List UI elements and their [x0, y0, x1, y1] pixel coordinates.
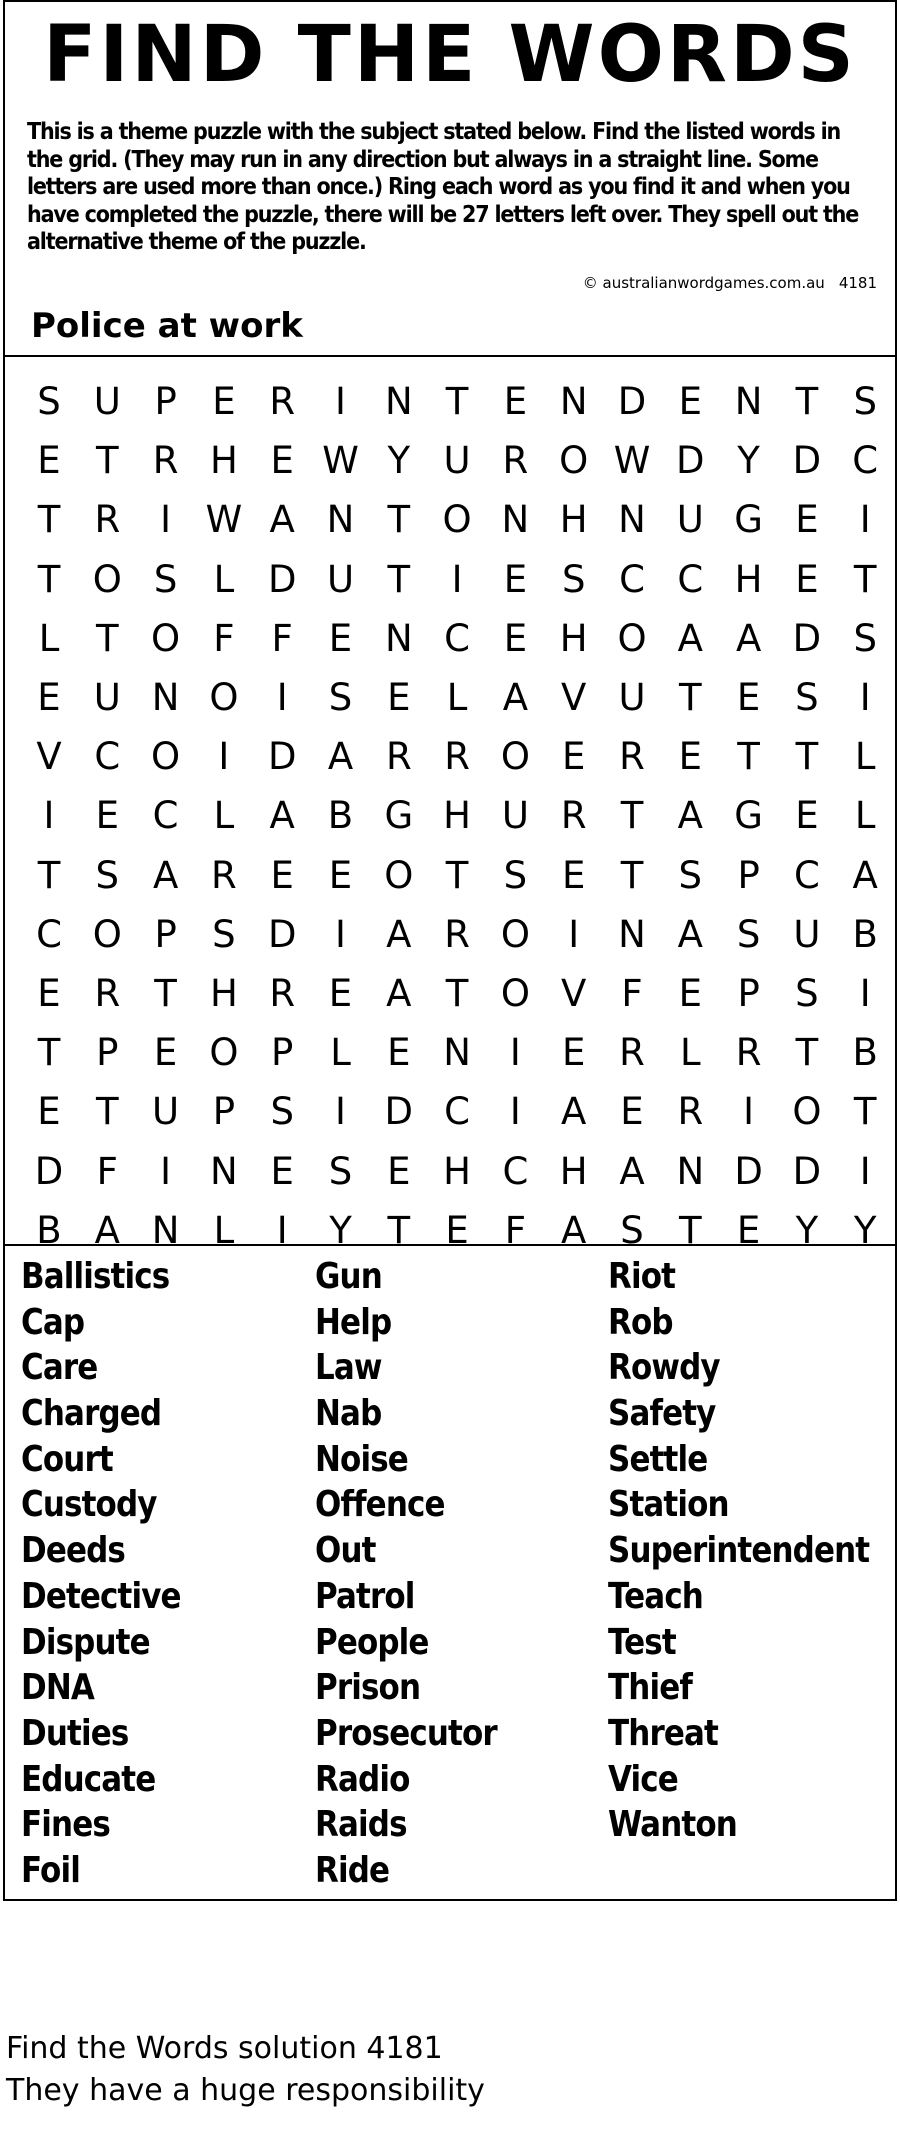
grid-letter[interactable]: R	[444, 912, 470, 956]
grid-letter[interactable]: O	[384, 853, 414, 897]
grid-row	[5, 964, 895, 1023]
grid-letter[interactable]: O	[792, 1090, 822, 1134]
word-list-item: Cap	[21, 1301, 85, 1343]
grid-letter[interactable]: D	[384, 1090, 414, 1134]
grid-letter[interactable]: N	[443, 1031, 471, 1075]
grid-letter[interactable]: T	[445, 380, 469, 423]
grid-letter[interactable]: T	[853, 1090, 877, 1134]
grid-letter[interactable]: S	[95, 853, 120, 897]
grid-letter[interactable]: E	[678, 735, 702, 779]
grid-letter[interactable]: H	[209, 972, 238, 1015]
word-list-item: Out	[315, 1530, 376, 1572]
grid-letter[interactable]: T	[445, 853, 469, 897]
grid-letter[interactable]: F	[504, 1208, 527, 1252]
word-list-item: Raids	[315, 1804, 407, 1846]
grid-letter[interactable]: E	[736, 676, 761, 719]
grid-letter[interactable]: T	[795, 380, 819, 423]
grid-letter[interactable]: E	[328, 616, 353, 660]
grid-letter[interactable]: A	[327, 735, 354, 779]
grid-letter[interactable]: T	[795, 1031, 819, 1075]
grid-letter[interactable]: N	[676, 1149, 705, 1193]
grid-letter[interactable]: E	[37, 676, 61, 719]
word-list	[5, 1246, 895, 1901]
grid-letter[interactable]: R	[211, 853, 237, 897]
grid-letter[interactable]: D	[267, 912, 297, 956]
grid-row	[5, 372, 895, 431]
grid-letter[interactable]: U	[676, 498, 704, 542]
word-column	[608, 1254, 900, 1848]
grid-letter[interactable]: O	[500, 735, 530, 779]
grid-letter[interactable]: E	[503, 616, 528, 660]
grid-letter[interactable]: T	[737, 735, 760, 779]
grid-letter[interactable]: A	[386, 912, 412, 956]
grid-letter[interactable]: V	[561, 972, 587, 1015]
grid-letter[interactable]: P	[737, 972, 760, 1015]
grid-letter[interactable]: E	[445, 1208, 469, 1252]
grid-letter[interactable]: T	[678, 676, 702, 719]
grid-letter[interactable]: E	[95, 794, 119, 838]
grid-letter[interactable]: I	[743, 1090, 755, 1134]
word-list-item: People	[315, 1621, 429, 1663]
grid-letter[interactable]: B	[852, 1031, 878, 1075]
grid-letter[interactable]: E	[387, 1149, 411, 1193]
grid-letter[interactable]: R	[502, 439, 529, 483]
word-list-item: Fines	[21, 1804, 110, 1846]
grid-letter[interactable]: E	[387, 676, 411, 719]
grid-letter[interactable]: R	[619, 1031, 645, 1075]
grid-letter[interactable]: T	[95, 616, 119, 660]
grid-letter[interactable]: S	[736, 912, 761, 956]
grid-letter[interactable]: S	[328, 676, 353, 719]
word-list-item: Vice	[608, 1758, 678, 1800]
word-list-item: Deeds	[21, 1530, 125, 1572]
grid-letter[interactable]: A	[269, 498, 295, 542]
grid-letter[interactable]: A	[561, 1090, 587, 1134]
grid-letter[interactable]: T	[95, 1090, 119, 1134]
grid-letter[interactable]: C	[94, 735, 121, 779]
solution-answer: They have a huge responsibility	[6, 2073, 485, 2108]
word-column	[21, 1254, 207, 1894]
word-list-item: Ride	[315, 1849, 390, 1891]
grid-letter[interactable]: L	[679, 1031, 701, 1075]
word-list-item: Foil	[21, 1849, 80, 1891]
word-list-item: DNA	[21, 1667, 94, 1709]
grid-letter[interactable]: N	[618, 912, 646, 956]
grid-letter[interactable]: E	[503, 557, 528, 601]
grid-row	[5, 786, 895, 845]
grid-letter[interactable]: S	[270, 1090, 294, 1134]
grid-letter[interactable]: C	[444, 1090, 471, 1134]
grid-letter[interactable]: A	[677, 616, 703, 660]
grid-letter[interactable]: U	[501, 794, 529, 838]
grid-letter[interactable]: R	[269, 972, 296, 1015]
grid-letter[interactable]: L	[854, 794, 876, 838]
grid-letter[interactable]: Y	[387, 439, 411, 483]
grid-letter[interactable]: T	[853, 557, 877, 601]
grid-row	[5, 1023, 895, 1082]
grid-row	[5, 550, 895, 609]
grid-letter[interactable]: E	[561, 1031, 586, 1075]
grid-letter[interactable]: F	[271, 616, 293, 660]
grid-letter[interactable]: E	[328, 853, 353, 897]
grid-letter[interactable]: I	[859, 972, 871, 1015]
grid-letter[interactable]: O	[442, 498, 472, 542]
grid-letter[interactable]: P	[96, 1031, 119, 1075]
grid-row	[5, 846, 895, 905]
grid-letter[interactable]: A	[561, 1208, 587, 1252]
grid-letter[interactable]: E	[620, 1090, 644, 1134]
grid-letter[interactable]: R	[94, 498, 121, 542]
grid-letter[interactable]: N	[151, 1208, 180, 1252]
word-list-item: Offence	[315, 1484, 445, 1526]
grid-letter[interactable]: S	[678, 853, 703, 897]
grid-letter[interactable]: F	[96, 1149, 118, 1193]
grid-letter[interactable]: S	[620, 1208, 644, 1252]
grid-letter[interactable]: T	[445, 972, 469, 1015]
grid-letter[interactable]: N	[501, 498, 530, 542]
grid-letter[interactable]: I	[335, 380, 346, 423]
grid-letter[interactable]: H	[734, 557, 763, 601]
grid-letter[interactable]: C	[852, 439, 879, 483]
grid-letter[interactable]: U	[93, 380, 121, 423]
grid-row	[5, 609, 895, 668]
grid-letter[interactable]: W	[613, 439, 651, 483]
grid-letter[interactable]: O	[151, 616, 181, 660]
grid-letter[interactable]: U	[793, 912, 821, 956]
grid-letter[interactable]: B	[852, 912, 878, 956]
solution-block	[6, 2028, 485, 2112]
grid-letter[interactable]: T	[37, 498, 61, 542]
grid-letter[interactable]: D	[792, 439, 822, 483]
grid-letter[interactable]: P	[271, 1031, 294, 1075]
grid-letter[interactable]: E	[561, 853, 586, 897]
grid-letter[interactable]: D	[34, 1149, 64, 1193]
grid-letter[interactable]: A	[152, 853, 179, 897]
grid-letter[interactable]: I	[859, 498, 871, 542]
grid-letter[interactable]: N	[559, 380, 588, 423]
grid-letter[interactable]: E	[270, 439, 294, 483]
puzzle-instructions: This is a theme puzzle with the subject stated below. Find the listed words in the grid. (They may run in any direction but always in a straight line. Some letters are used more than once.) Ring each word as you find it and when you have completed the puzzle, there will be 27 letters left over. They spell out the alternative theme of the puzzle.	[27, 119, 859, 256]
grid-letter[interactable]: U	[93, 676, 121, 719]
grid-letter[interactable]: P	[154, 912, 177, 956]
grid-letter[interactable]: T	[678, 1208, 702, 1252]
grid-letter[interactable]: G	[384, 794, 414, 838]
word-list-item: Threat	[608, 1712, 718, 1754]
grid-letter[interactable]: N	[384, 616, 413, 660]
grid-letter[interactable]: C	[444, 616, 471, 660]
grid-letter[interactable]: U	[326, 557, 355, 601]
grid-letter[interactable]: S	[503, 853, 528, 897]
word-list-item: Station	[608, 1484, 729, 1526]
grid-letter[interactable]: B	[327, 794, 354, 838]
grid-letter[interactable]: L	[854, 735, 876, 779]
puzzle-title: FIND THE WORDS	[43, 10, 857, 100]
solution-heading: Find the Words solution 4181	[6, 2031, 443, 2066]
grid-letter[interactable]: I	[276, 1208, 288, 1252]
grid-letter[interactable]: B	[36, 1208, 62, 1252]
word-list-item: Court	[21, 1438, 113, 1480]
word-list-item: Law	[315, 1347, 382, 1389]
grid-letter[interactable]: T	[387, 557, 411, 601]
grid-letter[interactable]: A	[269, 794, 295, 838]
word-list-item: Nab	[315, 1393, 382, 1435]
grid-letter[interactable]: T	[620, 794, 644, 838]
grid-letter[interactable]: A	[502, 676, 529, 719]
grid-letter[interactable]: O	[209, 676, 239, 719]
grid-letter[interactable]: S	[212, 912, 236, 956]
grid-letter[interactable]: I	[43, 794, 55, 838]
word-list-item: Prosecutor	[315, 1712, 497, 1754]
word-list-item: Detective	[21, 1575, 181, 1617]
grid-letter[interactable]: E	[212, 380, 236, 423]
grid-letter[interactable]: U	[152, 1090, 180, 1134]
grid-letter[interactable]: E	[678, 972, 702, 1015]
grid-row	[5, 727, 895, 786]
grid-row	[5, 668, 895, 727]
grid-letter[interactable]: T	[95, 439, 119, 483]
grid-letter[interactable]: H	[559, 1149, 588, 1193]
word-column	[315, 1254, 526, 1894]
grid-letter[interactable]: E	[736, 1208, 761, 1252]
grid-row	[5, 490, 895, 549]
grid-letter[interactable]: O	[92, 912, 122, 956]
grid-letter[interactable]: U	[443, 439, 471, 483]
puzzle-header	[5, 2, 895, 357]
grid-letter[interactable]: S	[561, 557, 586, 601]
grid-letter[interactable]: A	[852, 853, 878, 897]
puzzle-number: 4181	[838, 274, 877, 292]
grid-letter[interactable]: H	[443, 1149, 471, 1193]
puzzle-subject: Police at work	[31, 306, 303, 346]
grid-letter[interactable]: E	[678, 380, 702, 423]
grid-letter[interactable]: C	[502, 1149, 529, 1193]
grid-letter[interactable]: A	[677, 794, 703, 838]
grid-letter[interactable]: V	[36, 735, 62, 779]
grid-letter[interactable]: O	[151, 735, 181, 779]
word-list-item: Settle	[608, 1438, 708, 1480]
grid-letter[interactable]: L	[213, 1208, 235, 1252]
word-list-item: Riot	[608, 1256, 676, 1297]
grid-letter[interactable]: Y	[737, 439, 760, 483]
puzzle-panel	[3, 0, 897, 1901]
grid-letter[interactable]: T	[37, 853, 61, 897]
grid-row	[5, 1142, 895, 1201]
grid-letter[interactable]: W	[322, 439, 359, 483]
grid-letter[interactable]: C	[793, 853, 820, 897]
grid-letter[interactable]: S	[37, 380, 61, 423]
grid-letter[interactable]: E	[37, 972, 61, 1015]
grid-letter[interactable]: O	[559, 439, 589, 483]
grid-letter[interactable]: I	[451, 557, 463, 601]
grid-letter[interactable]: E	[328, 972, 353, 1015]
grid-letter[interactable]: N	[384, 380, 413, 423]
grid-letter[interactable]: S	[328, 1149, 353, 1193]
grid-letter[interactable]: T	[387, 1208, 411, 1252]
word-list-item: Test	[608, 1621, 676, 1663]
grid-letter[interactable]: I	[568, 912, 580, 956]
grid-letter[interactable]: E	[795, 794, 819, 838]
grid-letter[interactable]: Y	[853, 1208, 877, 1252]
grid-letter[interactable]: V	[561, 676, 587, 719]
grid-letter[interactable]: D	[792, 616, 822, 660]
word-list-item: Dispute	[21, 1621, 150, 1663]
grid-letter[interactable]: E	[561, 735, 586, 779]
grid-letter[interactable]: E	[795, 498, 819, 542]
grid-letter[interactable]: C	[677, 557, 704, 601]
grid-letter[interactable]: D	[734, 1149, 763, 1193]
puzzle-credit	[583, 274, 877, 292]
word-list-item: Radio	[315, 1758, 410, 1800]
grid-letter[interactable]: D	[267, 735, 297, 779]
grid-letter[interactable]: C	[619, 557, 645, 601]
grid-letter[interactable]: A	[677, 912, 703, 956]
grid-letter[interactable]: S	[853, 616, 877, 660]
grid-letter[interactable]: L	[446, 676, 468, 719]
grid-letter[interactable]: R	[152, 439, 179, 483]
grid-letter[interactable]: H	[559, 616, 588, 660]
grid-letter[interactable]: I	[218, 735, 230, 779]
grid-letter[interactable]: R	[677, 1090, 704, 1134]
grid-letter[interactable]: S	[795, 972, 819, 1015]
grid-letter[interactable]: S	[853, 380, 877, 423]
grid-letter[interactable]: E	[387, 1031, 411, 1075]
grid-letter[interactable]: S	[153, 557, 178, 601]
grid-letter[interactable]: I	[509, 1090, 521, 1134]
grid-letter[interactable]: G	[734, 498, 763, 542]
grid-letter[interactable]: C	[36, 912, 62, 956]
word-list-item: Help	[315, 1301, 392, 1343]
grid-letter[interactable]: N	[151, 676, 180, 719]
grid-letter[interactable]: W	[205, 498, 243, 542]
grid-row	[5, 431, 895, 490]
grid-letter[interactable]: E	[270, 853, 294, 897]
grid-letter[interactable]: E	[37, 1090, 61, 1134]
grid-row	[5, 905, 895, 964]
grid-letter[interactable]: N	[734, 380, 763, 423]
word-list-item: Educate	[21, 1758, 156, 1800]
grid-letter[interactable]: A	[619, 1149, 645, 1193]
grid-letter[interactable]: D	[617, 380, 647, 423]
grid-letter[interactable]: O	[92, 557, 122, 601]
grid-letter[interactable]: A	[386, 972, 412, 1015]
word-list-item: Teach	[608, 1575, 703, 1617]
grid-letter[interactable]: R	[94, 972, 121, 1015]
grid-letter[interactable]: F	[213, 616, 235, 660]
word-list-item: Gun	[315, 1256, 382, 1297]
grid-letter[interactable]: L	[213, 557, 235, 601]
grid-letter[interactable]: S	[795, 676, 819, 719]
word-list-item: Rowdy	[608, 1347, 720, 1389]
grid-letter[interactable]: O	[209, 1031, 239, 1075]
grid-letter[interactable]: T	[620, 853, 644, 897]
grid-letter[interactable]: E	[270, 1149, 294, 1193]
grid-letter[interactable]: N	[210, 1149, 238, 1193]
grid-letter[interactable]: I	[509, 1031, 521, 1075]
word-list-item: Charged	[21, 1393, 162, 1435]
credit-website: © australianwordgames.com.au	[582, 274, 825, 292]
grid-letter[interactable]: D	[676, 439, 705, 483]
grid-letter[interactable]: I	[160, 498, 172, 542]
grid-letter[interactable]: C	[152, 794, 179, 838]
grid-letter[interactable]: E	[503, 380, 528, 423]
grid-letter[interactable]: L	[213, 794, 235, 838]
grid-letter[interactable]: P	[212, 1090, 236, 1134]
grid-row	[5, 1082, 895, 1141]
grid-letter[interactable]: L	[38, 616, 60, 660]
grid-letter[interactable]: R	[385, 735, 412, 779]
grid-letter[interactable]: N	[618, 498, 646, 542]
grid-letter[interactable]: E	[153, 1031, 178, 1075]
grid-letter[interactable]: R	[735, 1031, 762, 1075]
grid-letter[interactable]: T	[387, 498, 411, 542]
grid-letter[interactable]: H	[209, 439, 238, 483]
grid-letter[interactable]: T	[795, 735, 819, 779]
grid-letter[interactable]: P	[737, 853, 760, 897]
word-list-item: Duties	[21, 1712, 129, 1754]
grid-letter[interactable]: A	[94, 1208, 120, 1252]
grid-letter[interactable]: E	[795, 557, 819, 601]
grid-letter[interactable]: R	[560, 794, 587, 838]
word-list-item: Ballistics	[21, 1256, 170, 1297]
grid-letter[interactable]: H	[559, 498, 588, 542]
grid-letter[interactable]: Y	[329, 1208, 352, 1252]
letter-grid	[5, 357, 895, 1252]
word-list-item: Wanton	[608, 1804, 737, 1846]
word-list-item: Noise	[315, 1438, 408, 1480]
grid-letter[interactable]: T	[37, 557, 61, 601]
grid-letter[interactable]: R	[619, 735, 645, 779]
grid-letter[interactable]: E	[37, 439, 61, 483]
grid-letter[interactable]: T	[154, 972, 177, 1015]
word-list-item: Prison	[315, 1667, 421, 1709]
grid-letter[interactable]: H	[443, 794, 471, 838]
word-list-item: Care	[21, 1347, 98, 1389]
word-list-item: Patrol	[315, 1575, 415, 1617]
grid-letter[interactable]: D	[267, 557, 297, 601]
word-list-item: Thief	[608, 1667, 692, 1709]
grid-letter[interactable]: T	[37, 1031, 61, 1075]
grid-letter[interactable]: O	[500, 972, 530, 1015]
grid-letter[interactable]: A	[735, 616, 762, 660]
grid-letter[interactable]: F	[621, 972, 643, 1015]
grid-letter[interactable]: G	[734, 794, 763, 838]
grid-letter[interactable]: D	[792, 1149, 822, 1193]
grid-letter[interactable]: O	[617, 616, 647, 660]
word-list-item: Safety	[608, 1393, 716, 1435]
word-list-item: Custody	[21, 1484, 157, 1526]
grid-letter[interactable]: I	[335, 912, 346, 956]
grid-letter[interactable]: R	[269, 380, 296, 423]
grid-letter[interactable]: I	[276, 676, 288, 719]
grid-letter[interactable]: I	[859, 1149, 871, 1193]
grid-letter[interactable]: N	[326, 498, 355, 542]
grid-letter[interactable]: I	[859, 676, 871, 719]
grid-letter[interactable]: I	[160, 1149, 172, 1193]
grid-letter[interactable]: Y	[795, 1208, 819, 1252]
grid-letter[interactable]: U	[618, 676, 646, 719]
word-list-item: Superintendent	[608, 1530, 870, 1572]
grid-letter[interactable]: L	[330, 1031, 351, 1075]
grid-letter[interactable]: I	[335, 1090, 346, 1134]
grid-letter[interactable]: P	[154, 380, 177, 423]
word-list-item: Rob	[608, 1301, 673, 1343]
grid-letter[interactable]: R	[444, 735, 470, 779]
grid-letter[interactable]: O	[500, 912, 530, 956]
